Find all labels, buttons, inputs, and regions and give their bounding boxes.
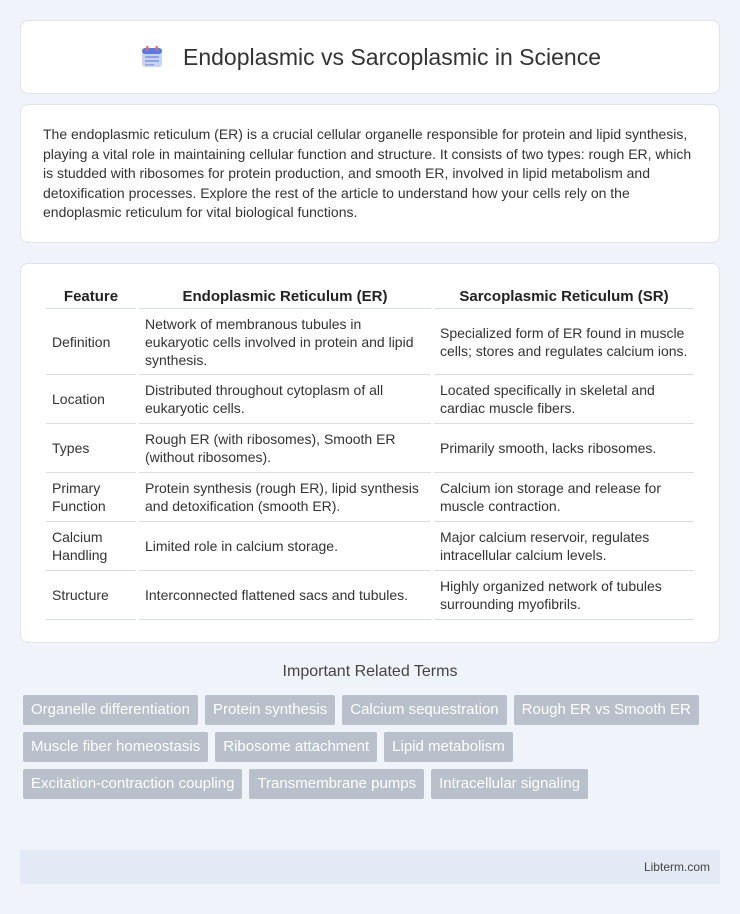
related-terms-list [23, 695, 713, 799]
comparison-card [20, 263, 720, 643]
header-sr: Sarcoplasmic Reticulum (SR) [434, 284, 694, 309]
related-terms-title: Important Related Terms [282, 663, 458, 680]
intro-text: The endoplasmic reticulum (ER) is a crucial cellular organelle responsible for protein and lipid synthesis, playing a vital role in maintaining cellular function and structure. It consists of two types: rough ER, which is studded with ribosomes for protein production, and smooth ER, involved in lipid metabolism and detoxification processes. Explore the rest of the article to understand how your cells rely on the endoplasmic reticulum for vital biological functions. [43, 126, 692, 221]
table-cell: Primary Function [46, 473, 136, 522]
term-tag[interactable]: Intracellular signaling [431, 769, 588, 799]
table-cell: Definition [46, 309, 136, 375]
term-tag[interactable]: Organelle differentiation [23, 695, 198, 725]
table-cell: Location [46, 375, 136, 424]
term-tag[interactable]: Muscle fiber homeostasis [23, 732, 208, 762]
calendar-icon [139, 44, 165, 70]
intro-card [20, 104, 720, 243]
table-cell: Rough ER (with ribosomes), Smooth ER (without ribosomes). [139, 424, 431, 473]
table-cell: Limited role in calcium storage. [139, 522, 431, 571]
page-title: Endoplasmic vs Sarcoplasmic in Science [182, 43, 601, 70]
table-cell: Types [46, 424, 136, 473]
table-cell: Specialized form of ER found in muscle cells; stores and regulates calcium ions. [434, 309, 694, 375]
term-tag[interactable]: Rough ER vs Smooth ER [514, 695, 699, 725]
term-tag[interactable]: Lipid metabolism [384, 732, 513, 762]
table-cell: Structure [46, 571, 136, 620]
footer [20, 850, 720, 884]
comparison-table [43, 284, 697, 620]
table-cell: Highly organized network of tubules surrounding myofibrils. [434, 571, 694, 620]
table-row [46, 424, 694, 473]
table-cell: Interconnected flattened sacs and tubules. [139, 571, 431, 620]
header-er: Endoplasmic Reticulum (ER) [139, 284, 431, 309]
table-cell: Primarily smooth, lacks ribosomes. [434, 424, 694, 473]
table-cell: Calcium ion storage and release for muscle contraction. [434, 473, 694, 522]
term-tag[interactable]: Ribosome attachment [215, 732, 377, 762]
term-tag[interactable]: Protein synthesis [205, 695, 335, 725]
table-cell: Major calcium reservoir, regulates intracellular calcium levels. [434, 522, 694, 571]
table-row [46, 473, 694, 522]
table-cell: Network of membranous tubules in eukaryotic cells involved in protein and lipid synthesis. [139, 309, 431, 375]
term-tag[interactable]: Transmembrane pumps [249, 769, 424, 799]
table-row [46, 309, 694, 375]
table-cell: Located specifically in skeletal and cardiac muscle fibers. [434, 375, 694, 424]
header-feature: Feature [46, 284, 136, 309]
table-row [46, 522, 694, 571]
table-cell: Calcium Handling [46, 522, 136, 571]
term-tag[interactable]: Calcium sequestration [342, 695, 506, 725]
table-cell: Protein synthesis (rough ER), lipid synthesis and detoxification (smooth ER). [139, 473, 431, 522]
table-row [46, 571, 694, 620]
table-cell: Distributed throughout cytoplasm of all eukaryotic cells. [139, 375, 431, 424]
table-header-row [46, 284, 694, 309]
table-row [46, 375, 694, 424]
footer-link[interactable]: Libterm.com [643, 860, 710, 874]
header-card [20, 20, 720, 94]
term-tag[interactable]: Excitation-contraction coupling [23, 769, 242, 799]
